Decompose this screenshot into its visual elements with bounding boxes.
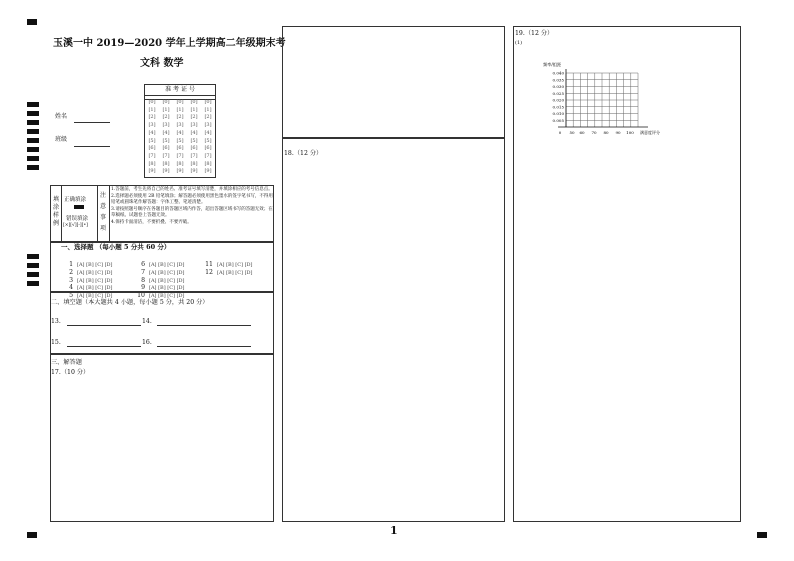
exam-id-digit-bubble[interactable]: [4] — [162, 129, 170, 136]
choice-grid[interactable] — [51, 251, 273, 300]
choice-question-number: 3 — [69, 276, 73, 284]
exam-id-digit-bubble[interactable]: [3] — [204, 122, 212, 129]
choice-question-number: 4 — [69, 284, 73, 292]
exam-id-header: 准 考 证 号 — [145, 85, 215, 96]
choice-options[interactable]: [A] [B] [C] [D] — [77, 285, 113, 292]
exam-title: 玉溪一中 2019—2020 学年上学期高二年级期末考 — [53, 38, 286, 49]
y-tick-label: 0.005 — [552, 117, 564, 123]
y-axis-label: 频率/组距 — [543, 62, 562, 67]
instructions-box — [50, 185, 274, 242]
exam-id-digit-bubble[interactable]: [1] — [190, 106, 198, 113]
x-axis-label: 满意度评分 — [640, 130, 660, 135]
choice-section-title: 一、选择题 （每小题 5 分共 60 分） — [61, 243, 171, 251]
exam-id-digit-bubble[interactable]: [8] — [176, 160, 184, 167]
exam-id-digit-bubble[interactable]: [4] — [204, 129, 212, 136]
corner-mark-top-left — [27, 19, 37, 25]
y-tick-label: 0.020 — [552, 97, 564, 103]
exam-id-digit-bubble[interactable]: [4] — [176, 129, 184, 136]
notice-item: 3.请按照题号顺序在各题目的答题区域内作答，超出答题区域书写的答题无效；在草稿纸、试题卷上答题无效。 — [111, 206, 273, 219]
choice-question-number: 10 — [137, 292, 145, 300]
choice-options[interactable]: [A] [B] [C] [D] — [149, 262, 185, 268]
choice-question-row[interactable] — [203, 259, 253, 278]
y-tick-label: 0.035 — [552, 77, 564, 83]
choice-options[interactable]: [A] [B] [C] [D] — [77, 277, 113, 284]
exam-id-digit-bubble[interactable]: [5] — [190, 137, 198, 144]
choice-question-number: 12 — [205, 268, 213, 276]
exam-id-digit-bubble[interactable]: [9] — [176, 168, 184, 175]
exam-id-digit-bubble[interactable]: [0] — [190, 99, 198, 105]
y-tick-label: 0.010 — [552, 111, 564, 116]
exam-id-digit-bubble[interactable]: [7] — [190, 152, 198, 159]
notice-title: 注意事项 — [99, 192, 106, 232]
y-tick-label: 0.040 — [552, 70, 564, 76]
exam-id-digit-bubble[interactable]: [9] — [204, 168, 212, 175]
choice-question-number: 2 — [69, 268, 73, 276]
exam-id-digit-bubble[interactable]: [2] — [204, 114, 212, 121]
choice-question-number: 7 — [141, 268, 145, 276]
choice-options[interactable]: [A] [B] [C] [D] — [217, 269, 253, 276]
y-tick-label: 0.030 — [552, 84, 564, 89]
exam-id-digit-bubble[interactable]: [0] — [162, 99, 170, 105]
q14-label: 14. — [142, 318, 152, 325]
exam-id-digit-bubble[interactable]: [3] — [148, 122, 156, 129]
exam-id-column[interactable] — [146, 99, 158, 176]
choice-question-number: 5 — [69, 292, 73, 300]
y-tick-label: 0.015 — [552, 104, 564, 110]
exam-id-digit-bubble[interactable]: [8] — [190, 160, 198, 167]
x-tick-label: 90 — [615, 130, 621, 135]
class-label: 班级 — [55, 136, 68, 143]
frequency-histogram-chart — [536, 57, 696, 137]
exam-id-digit-bubble[interactable]: [6] — [162, 145, 170, 152]
fill-example-title: 填涂样例 — [52, 196, 59, 227]
x-tick-label: 50 — [569, 130, 575, 135]
answer-section-title: 三、解答题 — [51, 359, 82, 366]
exam-id-digit-bubble[interactable]: [9] — [162, 168, 170, 175]
exam-id-column[interactable] — [160, 99, 172, 176]
exam-id-digit-bubble[interactable]: [3] — [190, 122, 198, 129]
q13-label: 13. — [51, 318, 61, 325]
exam-id-box — [144, 84, 216, 178]
q18-label: 18.（12 分） — [284, 150, 323, 157]
exam-id-digit-bubble[interactable]: [2] — [190, 114, 198, 121]
exam-id-digit-bubble[interactable]: [7] — [204, 152, 212, 159]
exam-id-digit-bubble[interactable]: [7] — [162, 152, 170, 159]
y-tick-label: 0.025 — [552, 90, 564, 96]
fill-blank-title: 二、填空题（本大题共 4 小题，每小题 5 分，共 20 分） — [51, 299, 209, 306]
choice-question-number: 11 — [205, 261, 213, 268]
exam-id-digit-bubble[interactable]: [6] — [176, 145, 184, 152]
wrong-fill-sample: [×][√][-][•] — [63, 223, 88, 228]
exam-id-digit-bubble[interactable]: [1] — [176, 106, 184, 113]
q14-answer-line[interactable] — [157, 325, 251, 326]
notice-item: 4.保持卡面清洁，不要折叠、不要弄破。 — [111, 219, 192, 225]
exam-id-digit-bubble[interactable]: [0] — [176, 99, 184, 105]
exam-id-digit-bubble[interactable]: [1] — [162, 106, 170, 113]
choice-options[interactable]: [A] [B] [C] [D] — [149, 293, 185, 300]
exam-id-digit-bubble[interactable]: [0] — [148, 99, 156, 105]
exam-id-digit-bubble[interactable]: [0] — [204, 99, 212, 105]
choice-options[interactable]: [A] [B] [C] [D] — [77, 293, 113, 300]
choice-options[interactable]: [A] [B] [C] [D] — [77, 269, 113, 276]
exam-id-digit-bubble[interactable]: [4] — [190, 129, 198, 136]
exam-id-digit-bubble[interactable]: [6] — [148, 145, 156, 152]
exam-id-digit-bubble[interactable]: [5] — [176, 137, 184, 144]
q13-answer-line[interactable] — [67, 325, 141, 326]
q18-answer-area[interactable] — [282, 138, 505, 522]
choice-question-number: 1 — [69, 261, 73, 268]
name-label: 姓名 — [55, 113, 68, 120]
q19-answer-area[interactable] — [513, 26, 741, 522]
exam-id-digit-bubble[interactable]: [1] — [148, 106, 156, 113]
q19-sub-label: (1) — [515, 40, 523, 46]
exam-id-digit-bubble[interactable]: [9] — [148, 168, 156, 175]
choice-question-number: 6 — [141, 261, 145, 268]
choice-options[interactable]: [A] [B] [C] [D] — [77, 262, 113, 268]
choice-options[interactable]: [A] [B] [C] [D] — [149, 269, 185, 276]
corner-mark-bottom-right — [757, 532, 767, 538]
correct-fill-label: 正确填涂 — [64, 197, 87, 203]
name-field[interactable] — [74, 122, 110, 123]
choice-question-number: 9 — [141, 284, 145, 292]
q16-label: 16. — [142, 339, 152, 346]
exam-id-digit-bubble[interactable]: [2] — [162, 114, 170, 121]
class-field[interactable] — [74, 146, 110, 147]
fill-blank-section — [50, 292, 274, 354]
exam-id-digit-bubble[interactable]: [2] — [176, 114, 184, 121]
choice-options[interactable]: [A] [B] [C] [D] — [149, 277, 185, 284]
x-tick-label: 0 — [558, 130, 562, 135]
exam-id-digit-bubble[interactable]: [3] — [176, 122, 184, 129]
notice-list — [111, 187, 273, 227]
notice-item: 1.答题前，考生先将自己的姓名、准考证号填写清楚，并填涂相应的考号信息点。 — [111, 187, 273, 192]
exam-id-digit-bubble[interactable]: [4] — [148, 129, 156, 136]
exam-id-digit-bubble[interactable]: [3] — [162, 122, 170, 129]
q16-answer-line[interactable] — [157, 346, 251, 347]
exam-id-digit-bubble[interactable]: [9] — [190, 168, 198, 175]
x-tick-label: 60 — [579, 130, 585, 135]
choice-options[interactable]: [A] [B] [C] [D] — [217, 262, 253, 268]
exam-subtitle: 文科 数学 — [140, 58, 184, 69]
exam-id-digit-bubble[interactable]: [5] — [148, 137, 156, 144]
x-tick-label: 100 — [626, 130, 634, 135]
choice-section — [50, 242, 274, 300]
x-tick-label: 70 — [591, 130, 597, 135]
q17-label: 17.（10 分） — [51, 369, 90, 376]
exam-id-digit-bubble[interactable]: [1] — [204, 106, 212, 113]
exam-id-digit-bubble[interactable]: [8] — [162, 160, 170, 167]
wrong-fill-label: 错误填涂 — [66, 216, 89, 222]
q15-label: 15. — [51, 339, 61, 346]
correct-fill-sample — [74, 205, 84, 209]
page-number: 1 — [390, 524, 398, 537]
exam-id-column[interactable] — [188, 99, 200, 176]
notice-item: 2.选择题必须使用 2B 铅笔填涂；解答题必须使用黑色墨水的签字笔书写，不得用铅笔或圆珠笔作解答题：字体工整、笔迹清楚。 — [111, 193, 273, 206]
q15-answer-line[interactable] — [67, 346, 141, 347]
exam-id-digit-columns[interactable] — [146, 99, 216, 177]
exam-id-digit-bubble[interactable]: [5] — [204, 137, 212, 144]
answer-section[interactable] — [50, 354, 274, 522]
middle-answer-area-top[interactable] — [282, 26, 505, 138]
corner-mark-bottom-left — [27, 532, 37, 538]
exam-id-digit-bubble[interactable]: [6] — [190, 145, 198, 152]
exam-id-digit-bubble[interactable]: [7] — [148, 152, 156, 159]
exam-id-column[interactable] — [174, 99, 186, 176]
exam-id-digit-bubble[interactable]: [6] — [204, 145, 212, 152]
exam-id-digit-bubble[interactable]: [7] — [176, 152, 184, 159]
exam-id-digit-bubble[interactable]: [8] — [204, 160, 212, 167]
exam-id-digit-bubble[interactable]: [5] — [162, 137, 170, 144]
choice-options[interactable]: [A] [B] [C] [D] — [149, 285, 185, 292]
choice-question-number: 8 — [141, 276, 145, 284]
q19-label: 19.（12 分） — [515, 30, 554, 37]
exam-id-column[interactable] — [202, 99, 214, 176]
exam-id-digit-bubble[interactable]: [2] — [148, 114, 156, 121]
exam-id-digit-bubble[interactable]: [8] — [148, 160, 156, 167]
x-tick-label: 80 — [603, 130, 609, 135]
